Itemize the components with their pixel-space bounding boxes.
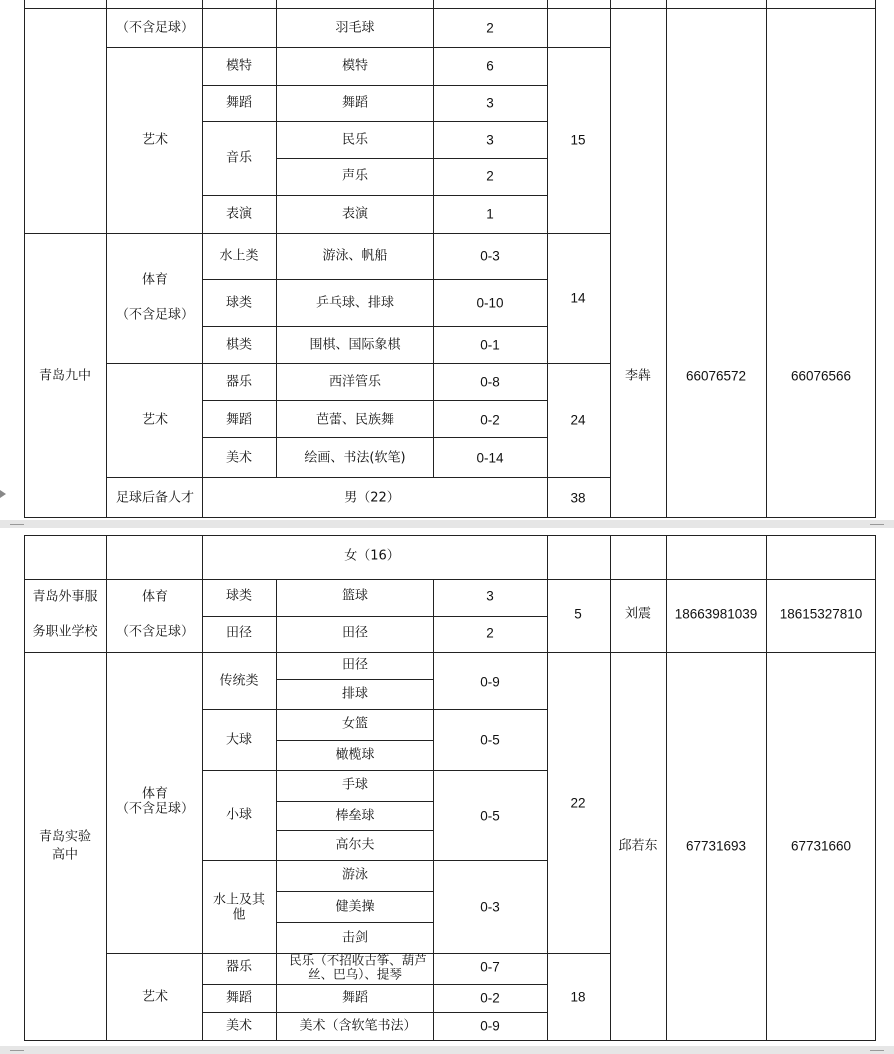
- count-cell: 0-10: [476, 295, 504, 311]
- count-badminton: 2: [486, 20, 494, 36]
- page-corner-mark: [870, 1050, 884, 1051]
- item-cell: 击剑: [341, 930, 369, 946]
- phone-2: 18615327810: [779, 606, 863, 622]
- sports-label: 体育: [141, 589, 169, 605]
- item-cell: 民乐: [341, 132, 369, 148]
- category-cell: 球类: [225, 295, 253, 311]
- category-cell: 模特: [225, 58, 253, 74]
- item-cell-line2: 丝、巴乌）、提琴: [308, 966, 402, 982]
- phone-1: 67731693: [685, 838, 747, 854]
- item-cell: 游泳、帆船: [322, 248, 388, 264]
- subtotal-cell: 5: [574, 606, 582, 622]
- category-cell: 棋类: [225, 337, 253, 353]
- item-cell: 舞蹈: [341, 990, 369, 1006]
- page-corner-mark: [870, 524, 884, 525]
- count-cell: 0-9: [480, 674, 500, 690]
- item-cell: 绘画、书法(软笔): [304, 450, 406, 466]
- phone-1: 18663981039: [674, 606, 758, 622]
- contact-name: 刘震: [624, 606, 652, 622]
- count-cell: 0-8: [480, 374, 500, 390]
- subtotal-cell: 18: [570, 989, 586, 1005]
- sports-label-sub: （不含足球）: [115, 624, 195, 640]
- item-cell: 棒垒球: [335, 808, 375, 824]
- item-cell: 橄榄球: [335, 747, 375, 763]
- item-cell: 表演: [341, 206, 369, 222]
- category-cell: 小球: [225, 807, 253, 823]
- art-label: 艺术: [141, 989, 169, 1005]
- category-cell: 美术: [225, 1018, 253, 1034]
- count-cell: 2: [486, 168, 494, 184]
- sports-label-sub: （不含足球）: [115, 307, 195, 323]
- football-total: 38: [570, 490, 586, 506]
- school-name: 青岛外事服: [32, 589, 98, 605]
- item-cell: 游泳: [341, 867, 369, 883]
- football-male: 男（22）: [344, 490, 400, 506]
- count-cell: 0-2: [480, 990, 500, 1006]
- sports-label: 体育: [141, 786, 169, 802]
- sports-label-sub: （不含足球）: [115, 801, 195, 817]
- item-cell: 民乐（不招收古筝、葫芦: [289, 952, 427, 968]
- category-cell: 音乐: [225, 150, 253, 166]
- item-cell: 舞蹈: [341, 95, 369, 111]
- count-cell: 1: [486, 206, 494, 222]
- category-cell: 大球: [225, 732, 253, 748]
- art-label: 艺术: [141, 132, 169, 148]
- phone-1: 66076572: [685, 368, 747, 384]
- category-cell: 舞蹈: [225, 990, 253, 1006]
- subtotal-cell: 14: [570, 290, 586, 306]
- page-corner-mark: [10, 524, 24, 525]
- school-name-line2: 高中: [51, 847, 79, 863]
- count-cell: 2: [486, 625, 494, 641]
- phone-2: 66076566: [790, 368, 852, 384]
- count-cell: 0-2: [480, 412, 500, 428]
- item-cell: 西洋管乐: [328, 374, 382, 390]
- count-cell: 0-1: [480, 337, 500, 353]
- item-cell: 女篮: [341, 716, 369, 732]
- category-cell: 美术: [225, 450, 253, 466]
- sports-label: 体育: [141, 272, 169, 288]
- phone-2: 67731660: [790, 838, 852, 854]
- school-name: 青岛实验: [38, 829, 92, 845]
- item-cell: 手球: [341, 777, 369, 793]
- subtotal-cell: 24: [570, 412, 586, 428]
- item-badminton: 羽毛球: [335, 20, 375, 36]
- count-cell: 0-7: [480, 959, 500, 975]
- count-cell: 3: [486, 132, 494, 148]
- count-cell: 0-5: [480, 732, 500, 748]
- page-separator: [0, 1046, 894, 1054]
- item-cell: 芭蕾、民族舞: [315, 412, 395, 428]
- item-cell: 田径: [341, 657, 369, 673]
- scroll-marker-icon: [0, 490, 6, 498]
- category-cell: 田径: [225, 625, 253, 641]
- school-name: 青岛九中: [38, 368, 92, 384]
- count-cell: 0-14: [476, 450, 504, 466]
- school-name-line2: 务职业学校: [32, 624, 98, 640]
- count-cell: 0-9: [480, 1018, 500, 1034]
- contact-name: 邱若东: [618, 838, 658, 854]
- count-cell: 0-3: [480, 248, 500, 264]
- category-cell: 水上及其: [212, 892, 266, 908]
- sports-label: （不含足球）: [115, 20, 195, 36]
- category-cell: 舞蹈: [225, 95, 253, 111]
- category-cell: 表演: [225, 206, 253, 222]
- item-cell: 乒乓球、排球: [315, 295, 395, 311]
- page-separator: [0, 520, 894, 528]
- item-cell: 排球: [341, 686, 369, 702]
- item-cell: 篮球: [341, 588, 369, 604]
- category-cell: 舞蹈: [225, 412, 253, 428]
- count-cell: 3: [486, 95, 494, 111]
- art-label: 艺术: [141, 412, 169, 428]
- page-corner-mark: [10, 1050, 24, 1051]
- contact-name: 李犇: [624, 368, 652, 384]
- category-cell: 器乐: [225, 959, 253, 975]
- count-cell: 6: [486, 58, 494, 74]
- item-cell: 模特: [341, 58, 369, 74]
- category-cell: 器乐: [225, 374, 253, 390]
- count-cell: 3: [486, 588, 494, 604]
- category-cell: 球类: [225, 588, 253, 604]
- category-cell: 水上类: [219, 248, 259, 264]
- subtotal-cell: 15: [570, 132, 586, 148]
- category-cell-line2: 他: [232, 907, 246, 923]
- table-page-bottom: [0, 528, 894, 1046]
- item-cell: 高尔夫: [335, 837, 375, 853]
- item-cell: 围棋、国际象棋: [309, 337, 401, 353]
- item-cell: 美术（含软笔书法）: [299, 1018, 417, 1034]
- count-cell: 0-5: [480, 808, 500, 824]
- subtotal-cell: 22: [570, 795, 586, 811]
- item-cell: 健美操: [335, 899, 375, 915]
- football-female: 女（16）: [344, 548, 400, 564]
- football-label: 足球后备人才: [115, 490, 195, 506]
- count-cell: 0-3: [480, 899, 500, 915]
- item-cell: 田径: [341, 625, 369, 641]
- item-cell: 声乐: [341, 168, 369, 184]
- category-cell: 传统类: [219, 673, 259, 689]
- table-page-top: [0, 0, 894, 520]
